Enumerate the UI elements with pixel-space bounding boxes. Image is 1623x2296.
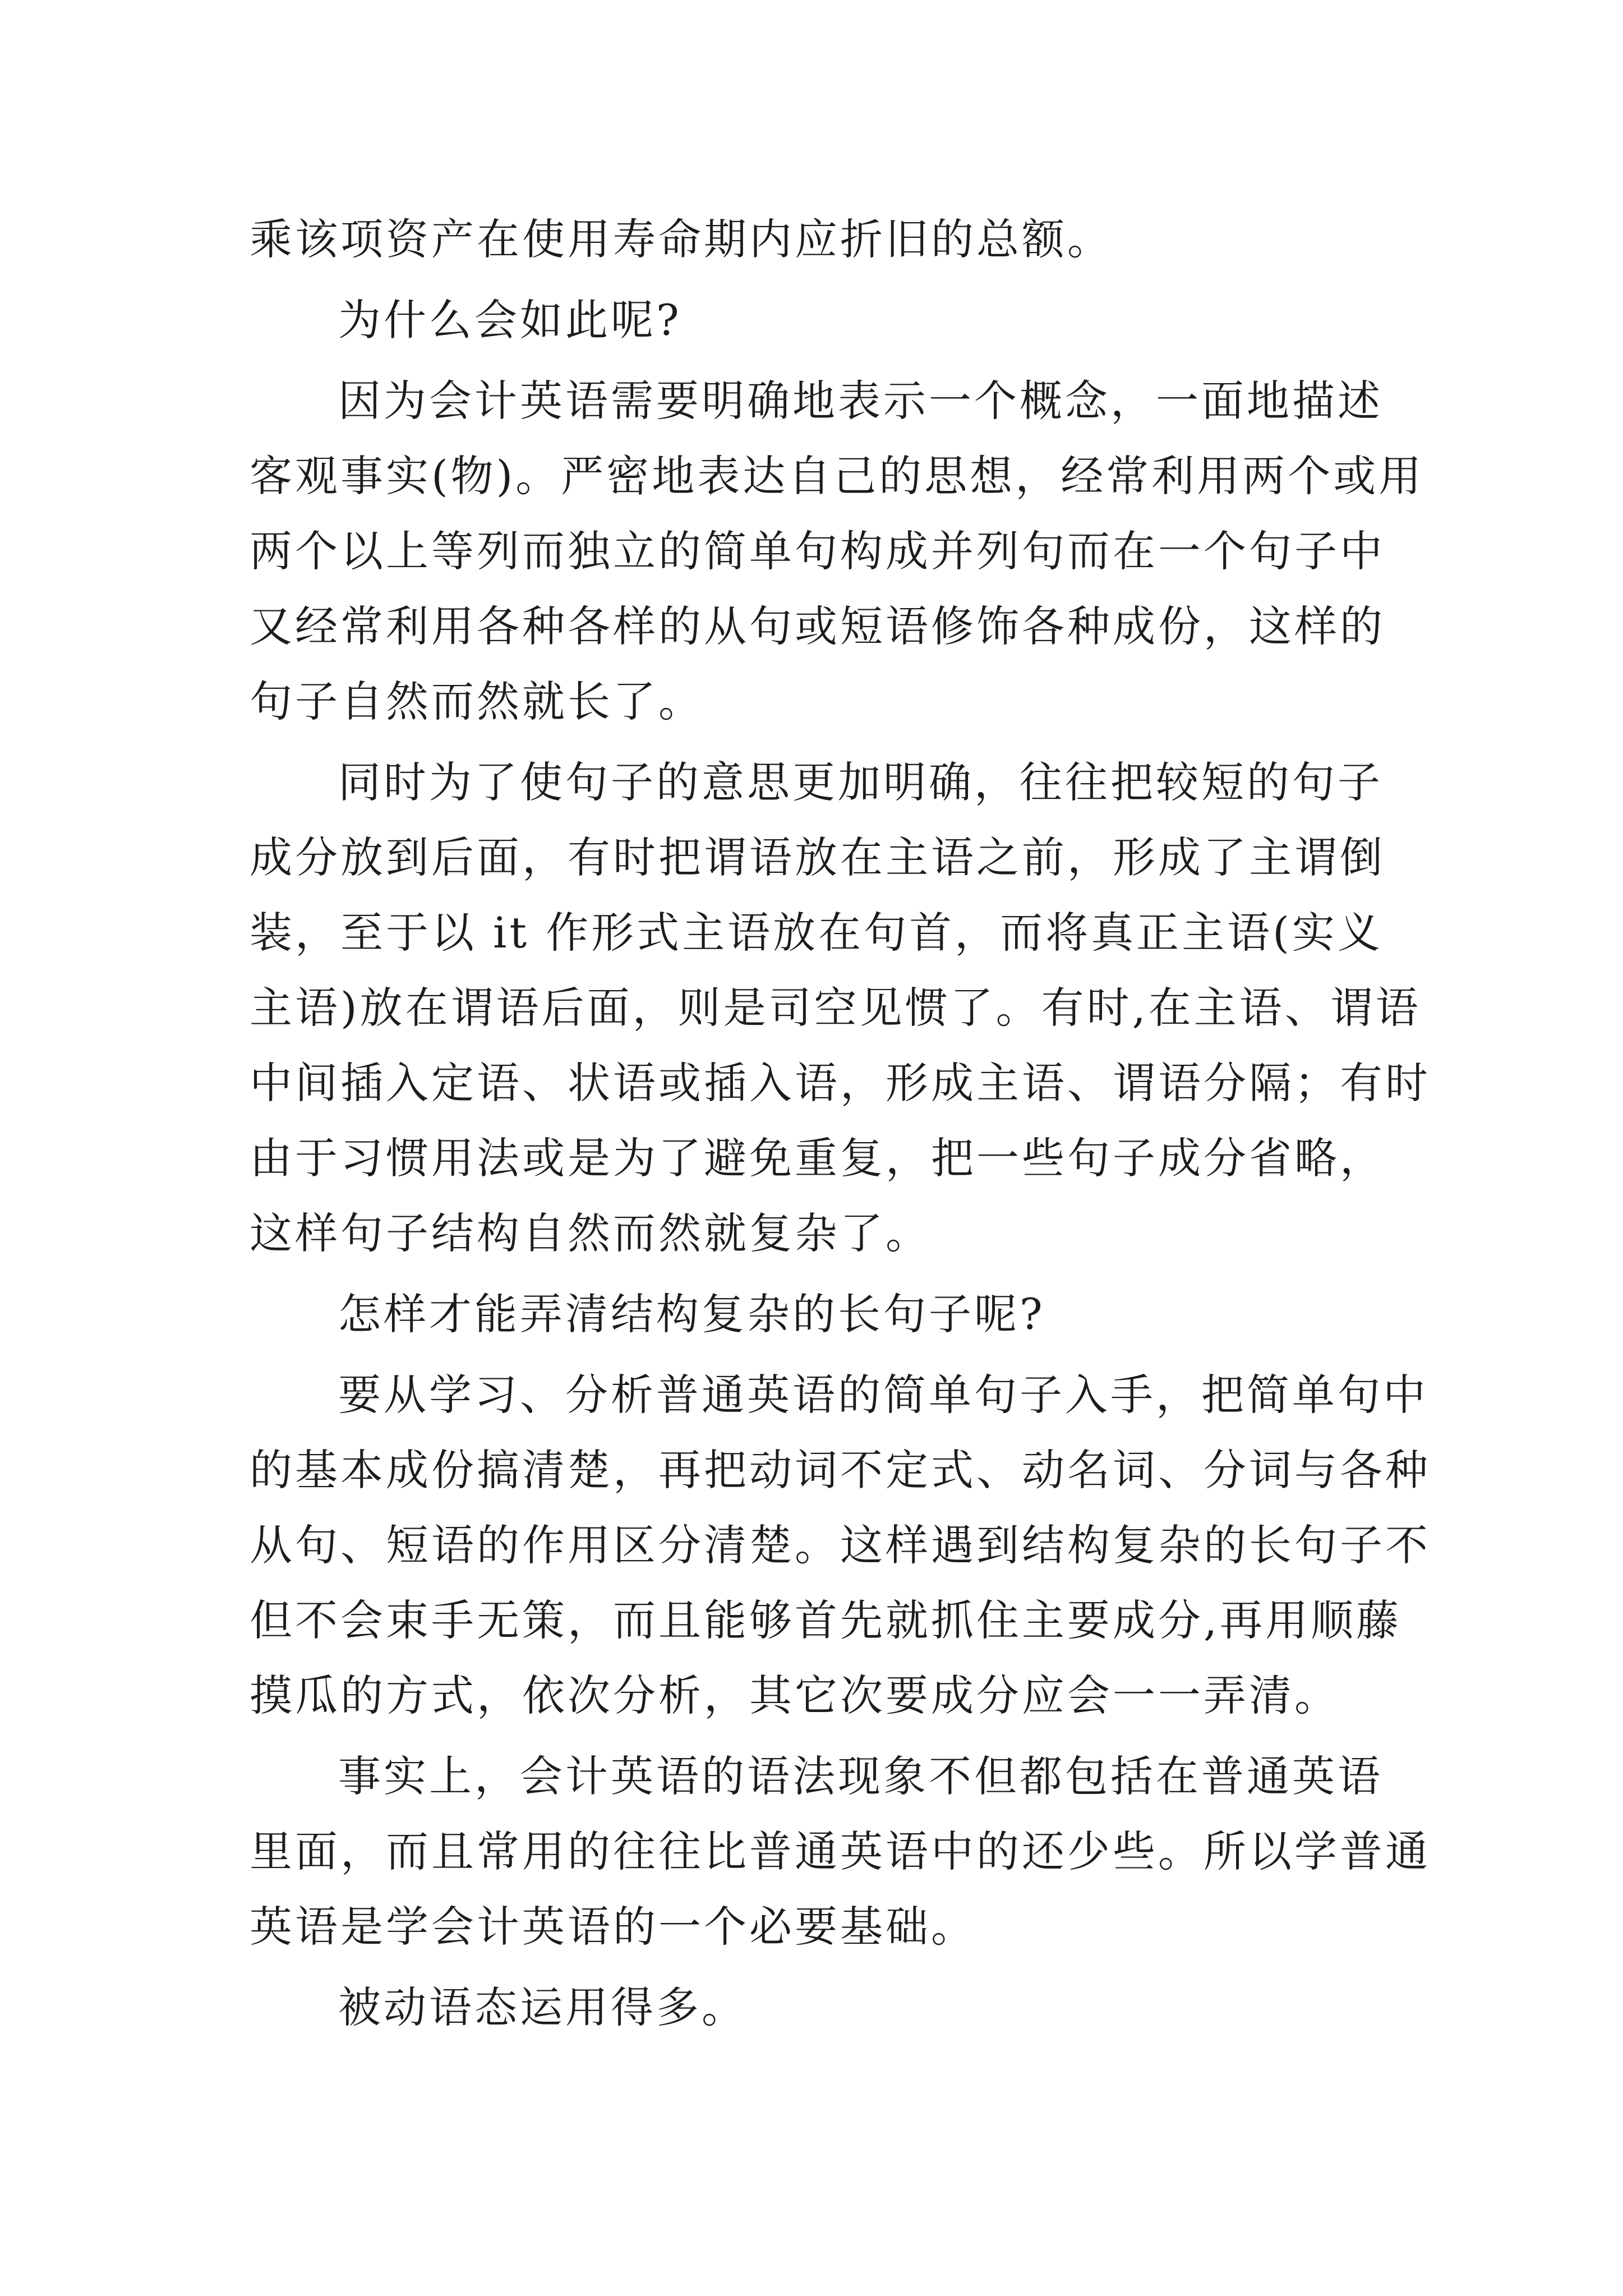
text-line: 两个以上等列而独立的简单句构成并列句而在一个句子中 xyxy=(250,526,1385,576)
paragraph-question-why xyxy=(250,283,1394,358)
text-line: 事实上，会计英语的语法现象不但都包括在普通英语 xyxy=(338,1751,1383,1801)
text-line: 中间插入定语、状语或插入语，形成主语、谓语分隔；有时 xyxy=(250,1058,1431,1108)
text-line: 这样句子结构自然而然就复杂了。 xyxy=(250,1208,931,1258)
text-line: 为什么会如此呢? xyxy=(338,295,682,345)
text-line: 乘该项资产在使用寿命期内应折旧的总额。 xyxy=(250,214,1113,264)
text-line: 客观事实(物)。严密地表达自己的思想，经常利用两个或用 xyxy=(250,451,1424,501)
paragraph-reason xyxy=(250,364,1424,739)
text-line: 从句、短语的作用区分清楚。这样遇到结构复杂的长句子不 xyxy=(250,1520,1431,1570)
text-line: 但不会束手无策，而且能够首先就抓住主要成分,再用顺藤 xyxy=(250,1595,1402,1645)
text-line: 句子自然而然就长了。 xyxy=(250,677,704,726)
paragraph-method xyxy=(250,1358,1431,1733)
text-line: 又经常利用各种各样的从句或短语修饰各种成份，这样的 xyxy=(250,601,1385,651)
text-line: 同时为了使句子的意思更加明确，往往把较短的句子 xyxy=(338,757,1383,807)
paragraph-sentence-structure xyxy=(250,745,1431,1271)
text-line: 成分放到后面，有时把谓语放在主语之前，形成了主谓倒 xyxy=(250,832,1385,882)
text-line: 里面，而且常用的往往比普通英语中的还少些。所以学普通 xyxy=(250,1826,1431,1876)
text-line: 的基本成份搞清楚，再把动词不定式、动名词、分词与各种 xyxy=(250,1445,1431,1495)
text-line: 怎样才能弄清结构复杂的长句子呢? xyxy=(338,1289,1045,1339)
body-text xyxy=(250,202,1431,2045)
text-line: 要从学习、分析普通英语的简单句子入手，把简单句中 xyxy=(338,1370,1428,1420)
paragraph-question-how xyxy=(250,1277,1394,1352)
paragraph-passive-voice xyxy=(250,1970,1394,2045)
text-line: 主语)放在谓语后面，则是司空见惯了。有时,在主语、谓语 xyxy=(250,983,1421,1033)
text-line: 被动语态运用得多。 xyxy=(338,1982,747,2032)
text-line: 英语是学会计英语的一个必要基础。 xyxy=(250,1902,976,1952)
text-line: 因为会计英语需要明确地表示一个概念，一面地描述 xyxy=(338,376,1383,426)
paragraph-continuation xyxy=(250,202,1394,277)
text-line: 由于习惯用法或是为了避免重复，把一些句子成分省略， xyxy=(250,1133,1385,1183)
paragraph-grammar-fact xyxy=(250,1739,1431,1964)
text-line: 摸瓜的方式，依次分析，其它次要成分应会一一弄清。 xyxy=(250,1671,1340,1720)
text-line: 装，至于以 it 作形式主语放在句首，而将真正主语(实义 xyxy=(250,908,1383,958)
